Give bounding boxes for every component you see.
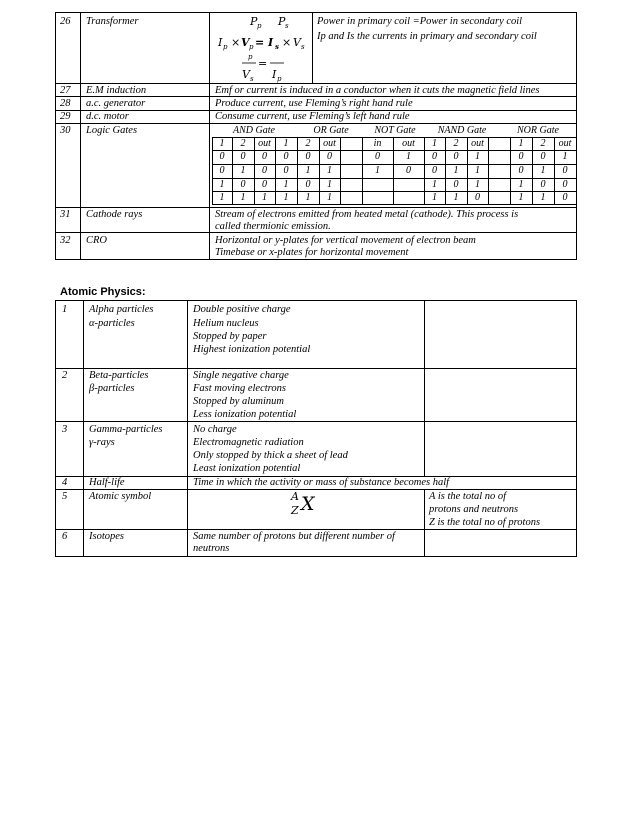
truth-table-cell: 1 (432, 179, 437, 190)
gate-header-not: NOT Gate (374, 125, 416, 136)
row-term-alt: α-particles (89, 318, 135, 329)
row-description-2: called thermionic emission. (215, 221, 331, 232)
truth-table-cell: 1 (327, 192, 332, 203)
truth-table-cell: 0 (432, 165, 437, 176)
svg-text:p: p (249, 43, 254, 51)
truth-table-subheader: out (471, 138, 484, 149)
svg-text:s: s (250, 75, 254, 83)
svg-text:s: s (285, 22, 289, 30)
row-description: Emf or current is induced in a conductor when it cuts the magnetic field lines (215, 85, 540, 96)
svg-text:P: P (278, 15, 286, 28)
truth-table-cell: 0 (240, 179, 246, 190)
row-description: Consume current, use Fleming’s left hand rule (215, 111, 410, 122)
svg-text:×: × (282, 36, 292, 49)
row-term: Logic Gates (86, 125, 138, 136)
row-number: 6 (62, 531, 68, 542)
truth-table-cell: 0 (283, 165, 289, 176)
property-line: No charge (193, 424, 237, 435)
truth-table-cell: 1 (562, 151, 568, 162)
row-number: 26 (60, 16, 71, 27)
row-number: 1 (62, 304, 68, 315)
truth-table-cell: 1 (518, 179, 524, 190)
truth-table-cell: 0 (283, 151, 289, 162)
gate-header-nand: NAND Gate (437, 125, 487, 136)
transformer-formula-graphic (210, 13, 312, 83)
truth-table-cell: 0 (562, 179, 568, 190)
property-line: Least ionization potential (193, 463, 301, 474)
truth-table-subheader: out (402, 138, 415, 149)
truth-table-cell: 1 (283, 192, 289, 203)
truth-table-subheader: 2 (305, 138, 311, 149)
row-term: E.M induction (86, 85, 147, 96)
svg-text:V: V (293, 36, 301, 49)
svg-text:s: s (275, 42, 279, 51)
svg-text:I: I (218, 36, 223, 49)
row-number: 27 (60, 85, 71, 96)
svg-text:p: p (248, 53, 253, 61)
row-description-2: Timebase or x-plates for horizontal movement (215, 247, 409, 258)
truth-table-cell: 1 (375, 165, 380, 176)
row-number: 31 (60, 209, 71, 220)
truth-table-cell: 1 (240, 165, 246, 176)
truth-table-cell: 0 (453, 151, 459, 162)
svg-text:×: × (231, 36, 241, 49)
row-number: 2 (62, 370, 68, 381)
truth-table-subheader: out (558, 138, 572, 149)
property-line: Helium nucleus (193, 318, 259, 329)
row-number: 29 (60, 111, 71, 122)
row-number: 5 (62, 491, 68, 502)
truth-table-subheader: 1 (219, 138, 225, 149)
mass-number-symbol: A (291, 490, 299, 503)
truth-table-cell: 1 (475, 179, 480, 190)
truth-table-cell: 1 (305, 165, 311, 176)
truth-table-cell: 0 (262, 179, 267, 190)
truth-table-cell: 1 (540, 192, 546, 203)
property-line: Fast moving electrons (193, 383, 286, 394)
truth-table-subheader: out (323, 138, 336, 149)
element-symbol: X (301, 493, 315, 515)
row-description-2: Ip and Is the currents in primary and secondary coil (317, 31, 537, 42)
truth-table-cell: 0 (562, 192, 568, 203)
truth-table-cell: 0 (262, 165, 267, 176)
svg-text:P: P (250, 15, 258, 28)
truth-table-cell: 0 (540, 151, 546, 162)
truth-table-subheader: 1 (432, 138, 437, 149)
property-line: Stopped by paper (193, 331, 267, 342)
svg-text:s: s (301, 43, 305, 51)
truth-table-cell: 1 (283, 179, 289, 190)
atomic-number-symbol: Z (291, 504, 299, 517)
row-number: 4 (62, 477, 68, 488)
row-number: 32 (60, 235, 71, 246)
truth-table-cell: 1 (219, 192, 225, 203)
truth-table-cell: 0 (518, 151, 524, 162)
truth-table-cell: 0 (305, 151, 311, 162)
truth-table-subheader: 2 (453, 138, 459, 149)
section-title: Atomic Physics: (60, 286, 146, 298)
row-term: Beta-particles (89, 370, 149, 381)
row-term: Atomic symbol (89, 491, 152, 502)
truth-table-cell: 1 (262, 192, 267, 203)
svg-text:= I: = I (255, 36, 274, 49)
svg-text:V: V (242, 68, 250, 81)
truth-table-cell: 0 (375, 151, 380, 162)
svg-text:p: p (257, 22, 262, 30)
property-line: Double positive charge (193, 304, 291, 315)
truth-table-cell: 0 (219, 151, 225, 162)
truth-table-subheader: 2 (240, 138, 246, 149)
gate-header-or: OR Gate (313, 125, 349, 136)
truth-table-cell: 1 (475, 151, 480, 162)
row-term: Alpha particles (89, 304, 154, 315)
truth-table-cell: 0 (518, 165, 524, 176)
truth-table-subheader: 1 (518, 138, 524, 149)
note-line: protons and neutrons (429, 504, 519, 515)
row-term: CRO (86, 235, 107, 246)
truth-table-subheader: out (258, 138, 271, 149)
truth-table-cell: 0 (219, 165, 225, 176)
truth-table-cell: 0 (475, 192, 480, 203)
row-term-alt: γ-rays (89, 437, 115, 448)
row-number: 30 (60, 125, 71, 136)
truth-table-cell: 1 (219, 179, 225, 190)
row-number: 3 (62, 424, 68, 435)
row-term: Transformer (86, 16, 139, 27)
truth-table-subheader: 1 (283, 138, 289, 149)
row-description: Stream of electrons emitted from heated metal (cathode). This process is (215, 209, 519, 220)
note-line: A is the total no of (429, 491, 507, 502)
property-line: Time in which the activity or mass of substance becomes half (193, 477, 450, 488)
truth-table-cell: 1 (327, 165, 332, 176)
truth-table-cell: 1 (540, 165, 546, 176)
svg-text:p: p (223, 43, 228, 51)
property-line: Electromagnetic radiation (193, 437, 304, 448)
property-line: neutrons (193, 543, 230, 554)
property-line: Highest ionization potential (193, 344, 311, 355)
truth-table-cell: 1 (305, 192, 311, 203)
truth-table-cell: 1 (406, 151, 411, 162)
truth-table-cell: 0 (453, 179, 459, 190)
property-line: Same number of protons but different number of (193, 531, 395, 542)
truth-table-subheader: in (373, 138, 382, 149)
row-term: d.c. motor (86, 111, 129, 122)
note-line: Z is the total no of protons (429, 517, 541, 528)
row-term: Isotopes (89, 531, 124, 542)
truth-table-cell: 0 (240, 151, 246, 162)
property-line: Stopped by aluminum (193, 396, 284, 407)
truth-table-cell: 1 (518, 192, 524, 203)
formula (210, 13, 312, 83)
svg-text:=: = (258, 57, 268, 70)
row-term: a.c. generator (86, 98, 146, 109)
row-term-alt: β-particles (89, 383, 135, 394)
truth-table-cell: 0 (432, 151, 437, 162)
truth-table-cell: 0 (327, 151, 332, 162)
gate-header-and: AND Gate (233, 125, 275, 136)
property-line: Single negative charge (193, 370, 289, 381)
property-line: Only stopped by thick a sheet of lead (193, 450, 348, 461)
svg-text:p: p (277, 75, 282, 83)
gate-header-nor: NOR Gate (517, 125, 559, 136)
row-number: 28 (60, 98, 71, 109)
truth-table-cell: 0 (562, 165, 568, 176)
row-term: Half-life (89, 477, 125, 488)
truth-table-cell: 1 (475, 165, 480, 176)
truth-table-cell: 1 (327, 179, 332, 190)
truth-table-cell: 0 (406, 165, 411, 176)
truth-table-cell: 1 (432, 192, 437, 203)
truth-table-cell: 1 (453, 165, 459, 176)
property-line: Less ionization potential (193, 409, 297, 420)
truth-table-cell: 0 (540, 179, 546, 190)
svg-text:I: I (272, 68, 277, 81)
truth-table-cell: 0 (305, 179, 311, 190)
row-description: Horizontal or y-plates for vertical movement of electron beam (215, 235, 476, 246)
truth-table-cell: 1 (240, 192, 246, 203)
row-description: Produce current, use Fleming’s right hand rule (215, 98, 413, 109)
row-term: Cathode rays (86, 209, 143, 220)
svg-text:V: V (241, 36, 250, 49)
row-term: Gamma-particles (89, 424, 163, 435)
truth-table-cell: 1 (453, 192, 459, 203)
truth-table-cell: 0 (262, 151, 267, 162)
row-description: Power in primary coil =Power in secondary coil (317, 16, 523, 27)
truth-table-subheader: 2 (540, 138, 546, 149)
